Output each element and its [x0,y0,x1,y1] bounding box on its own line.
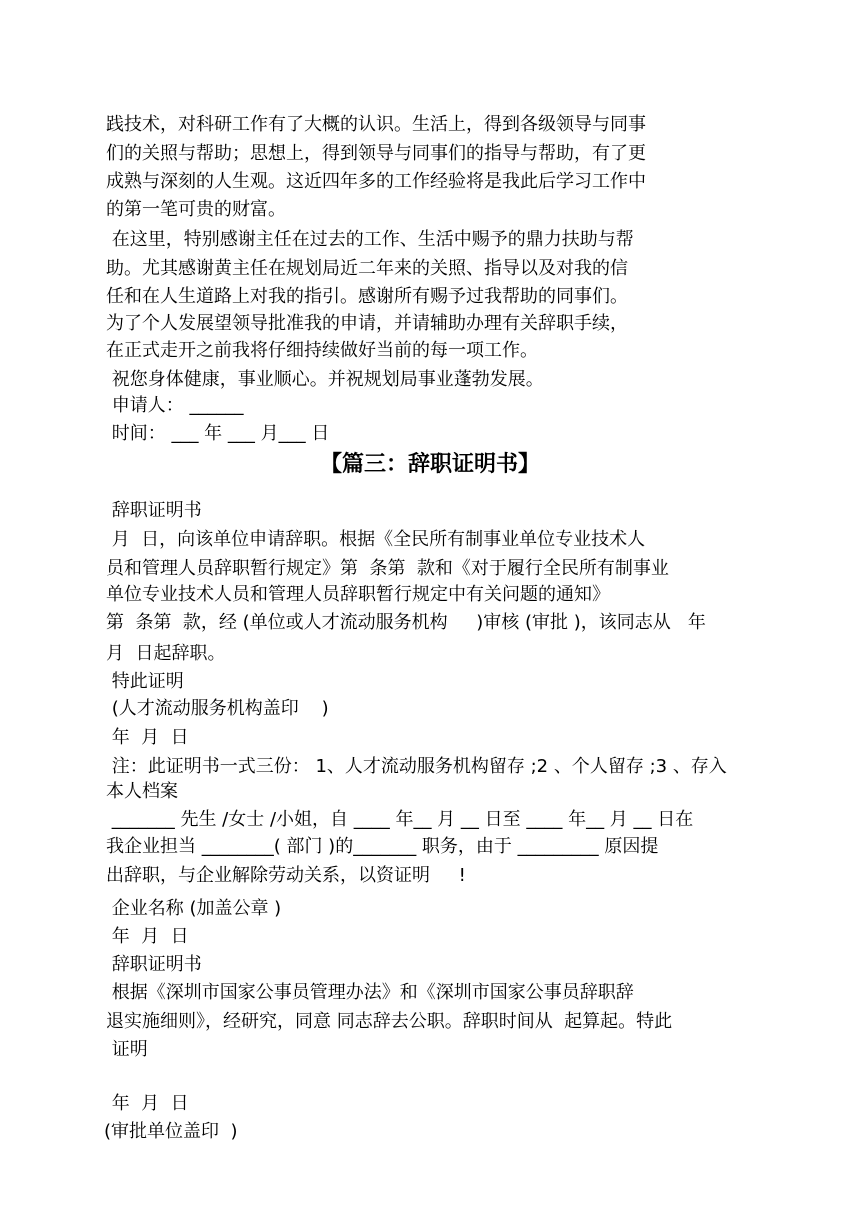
text-line: 祝您身体健康，事业顺心。并祝规划局事业蓬勃发展。 [106,369,544,390]
text-line: 年 月 日 [106,1093,189,1114]
text-line: 退实施细则》，经研究，同意 同志辞去公职。辞职时间从 起算起。特此 [106,1011,673,1032]
section-title: 【篇三：辞职证明书】 [319,452,540,477]
text-line: 时间： ___ 年 ___ 月___ 日 [106,423,330,444]
text-line: _______ 先生 /女士 /小姐，自 ____ 年__ 月 __ 日至 ____ 年__ 月 __ 日在 [106,809,694,830]
text-line: 第 条第 款，经 (单位或人才流动服务机构 )审核 (审批 )，该同志从 年 [106,612,706,633]
text-line: 助。尤其感谢黄主任在规划局近二年来的关照、指导以及对我的信 [106,258,628,279]
text-line: 本人档案 [106,781,178,802]
text-line: 成熟与深刻的人生观。这近四年多的工作经验将是我此后学习工作中 [106,171,646,192]
text-line: 践技术，对科研工作有了大概的认识。生活上，得到各级领导与同事 [106,114,646,135]
text-line: 月 日，向该单位申请辞职。根据《全民所有制事业单位专业技术人 [106,529,646,550]
text-line: 在这里，特别感谢主任在过去的工作、生活中赐予的鼎力扶助与帮 [106,229,634,250]
text-line: 员和管理人员辞职暂行规定》第 条第 款和《对于履行全民所有制事业 [106,558,669,579]
text-line: 辞职证明书 [106,500,202,521]
text-line: 在正式走开之前我将仔细持续做好当前的每一项工作。 [106,340,538,361]
text-line: 申请人： ______ [106,395,244,416]
text-line: 月 日起辞职。 [106,643,226,664]
text-line: 任和在人生道路上对我的指引。感谢所有赐予过我帮助的同事们。 [106,286,628,307]
text-line: 出辞职，与企业解除劳动关系，以资证明 ! [106,865,466,886]
text-line: 企业名称 (加盖公章 ) [106,898,282,919]
text-line: (审批单位盖印 ) [104,1121,238,1142]
text-line: 的第一笔可贵的财富。 [106,199,286,220]
text-line: 特此证明 [106,671,184,692]
text-line: 辞职证明书 [106,954,202,975]
text-line: 注：此证明书一式三份： 1、人才流动服务机构留存 ;2 、个人留存 ;3 、存入 [106,756,727,777]
text-line: (人才流动服务机构盖印 ) [106,698,329,719]
text-line: 证明 [106,1039,148,1060]
text-line: 单位专业技术人员和管理人员辞职暂行规定中有关问题的通知》 [106,584,610,605]
text-line: 年 月 日 [106,727,189,748]
text-line: 为了个人发展望领导批准我的申请，并请辅助办理有关辞职手续， [106,313,628,334]
text-line: 们的关照与帮助；思想上，得到领导与同事们的指导与帮助，有了更 [106,143,646,164]
text-line: 根据《深圳市国家公事员管理办法》和《深圳市国家公事员辞职辞 [106,982,634,1003]
text-line: 年 月 日 [106,926,189,947]
text-line: 我企业担当 ________( 部门 )的_______ 职务，由于 _________ 原因提 [106,836,659,857]
